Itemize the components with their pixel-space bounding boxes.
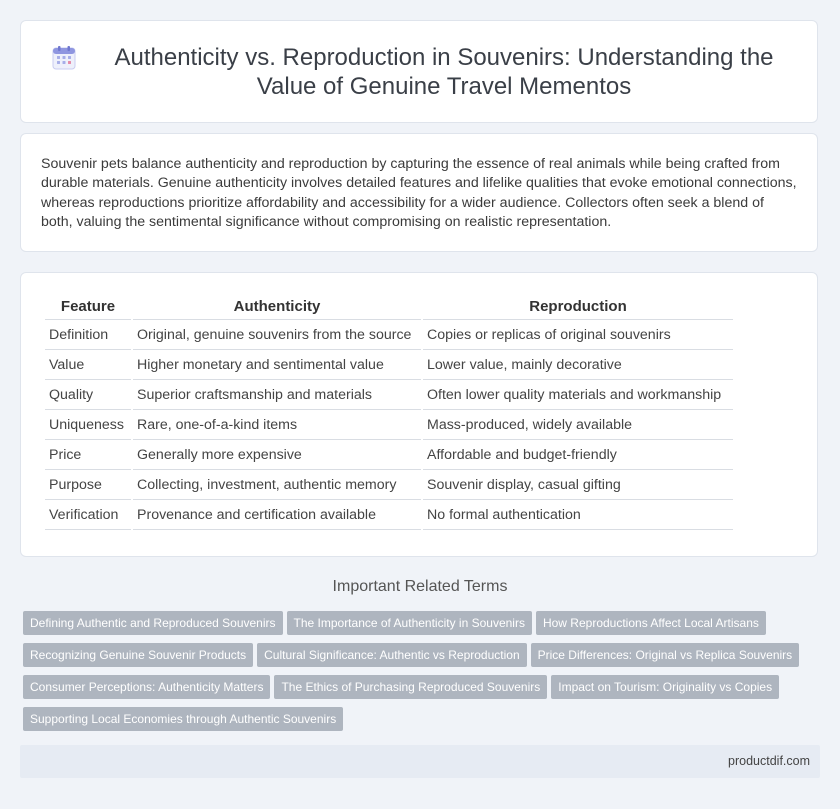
related-term-tag[interactable]: The Ethics of Purchasing Reproduced Souvenirs — [274, 675, 547, 699]
column-header: Authenticity — [233, 298, 321, 315]
table-row — [45, 379, 733, 409]
table-cell: Souvenir display, casual gifting — [423, 469, 733, 499]
table-cell: Affordable and budget-friendly — [423, 439, 733, 469]
table-row — [45, 439, 733, 469]
table-cell: Purpose — [45, 469, 131, 499]
related-term-tag[interactable]: Defining Authentic and Reproduced Souvenirs — [23, 611, 283, 635]
table-cell: Value — [45, 349, 131, 379]
table-cell: Verification — [45, 499, 131, 530]
related-term-tag[interactable]: How Reproductions Affect Local Artisans — [536, 611, 766, 635]
table-cell: Provenance and certification available — [133, 499, 421, 530]
table-cell: Uniqueness — [45, 409, 131, 439]
table-cell: Collecting, investment, authentic memory — [133, 469, 421, 499]
table-cell: No formal authentication — [423, 499, 733, 530]
related-term-tag[interactable]: Consumer Perceptions: Authenticity Matters — [23, 675, 270, 699]
calendar-icon — [51, 45, 77, 71]
table-cell: Often lower quality materials and workmanship — [423, 379, 733, 409]
header-card — [20, 20, 818, 123]
table-cell: Higher monetary and sentimental value — [133, 349, 421, 379]
table-cell: Superior craftsmanship and materials — [133, 379, 421, 409]
page-title: Authenticity vs. Reproduction in Souvenirs: Understanding the Value of Genuine Travel Mementos — [114, 43, 774, 100]
table-row — [45, 319, 733, 349]
table-cell: Rare, one-of-a-kind items — [133, 409, 421, 439]
table-row — [45, 499, 733, 530]
table-cell: Price — [45, 439, 131, 469]
related-term-tag[interactable]: Impact on Tourism: Originality vs Copies — [551, 675, 779, 699]
intro-text: Souvenir pets balance authenticity and reproduction by capturing the essence of real animals while being crafted from durable materials. Genuine authenticity involves detailed features and lifelike qualities that evoke emotional connections, whereas reproductions prioritize affordability and accessibility for a wider audience. Collectors often seek a blend of both, valuing the sentimental significance without compromising on realistic representation. — [41, 156, 797, 230]
table-cell: Definition — [45, 319, 131, 349]
table-cell: Mass-produced, widely available — [423, 409, 733, 439]
comparison-table — [43, 294, 735, 530]
table-cell: Lower value, mainly decorative — [423, 349, 733, 379]
related-term-tag[interactable]: Cultural Significance: Authentic vs Reproduction — [257, 643, 526, 667]
table-cell: Original, genuine souvenirs from the source — [133, 319, 421, 349]
column-header: Feature — [60, 298, 116, 315]
table-row — [45, 409, 733, 439]
related-term-tag[interactable]: The Importance of Authenticity in Souvenirs — [287, 611, 532, 635]
table-cell: Quality — [45, 379, 131, 409]
related-terms-heading: Important Related Terms — [332, 578, 508, 595]
column-header: Reproduction — [529, 298, 627, 315]
related-term-tag[interactable]: Recognizing Genuine Souvenir Products — [23, 643, 253, 667]
table-cell: Generally more expensive — [133, 439, 421, 469]
related-terms-list — [23, 611, 823, 739]
intro-card — [20, 133, 818, 252]
footer-site-link[interactable]: productdif.com — [728, 754, 810, 768]
footer-bar — [20, 745, 820, 778]
table-cell: Copies or replicas of original souvenirs — [423, 319, 733, 349]
table-header-row — [45, 294, 733, 319]
table-row — [45, 349, 733, 379]
related-term-tag[interactable]: Price Differences: Original vs Replica Souvenirs — [531, 643, 800, 667]
table-row — [45, 469, 733, 499]
comparison-card — [20, 272, 818, 557]
related-term-tag[interactable]: Supporting Local Economies through Authentic Souvenirs — [23, 707, 343, 731]
